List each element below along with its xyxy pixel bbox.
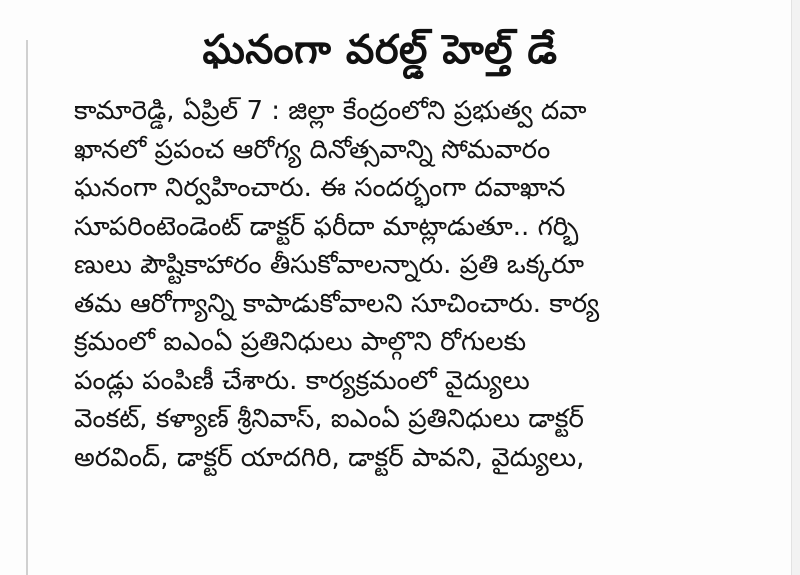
article-line: అరవింద్, డాక్టర్ యాదగిరి, డాక్టర్ పావని, వైద్యులు, (74, 442, 585, 473)
article-line: ఖానలో ప్రపంచ ఆరోగ్య దినోత్సవాన్ని సోమవారం (74, 134, 551, 165)
article-line: కామారెడ్డి, ఏప్రిల్ 7 : జిల్లా కేంద్రంలోని ప్రభుత్వ దవా (74, 96, 587, 126)
article-line: తమ ఆరోగ్యాన్ని కాపాడుకోవాలని సూచించారు. కార్య (74, 288, 600, 319)
headline: ఘనంగా వరల్డ్ హెల్త్ డే (202, 27, 558, 73)
column-divider (26, 40, 28, 575)
article-line: సూపరింటెండెంట్ డాక్టర్ ఫరీదా మాట్లాడుతూ.. గర్భి (74, 211, 579, 242)
article-line: పండ్లు పంపిణీ చేశారు. కార్యక్రమంలో వైద్యులు (74, 365, 530, 396)
article-line: క్రమంలో ఐఎంఏ ప్రతినిధులు పాల్గొని రోగులకు (74, 327, 527, 357)
article-body (74, 92, 690, 477)
article-line: ణులు పౌష్టికాహారం తీసుకోవాలన్నారు. ప్రతి ఒక్కరూ (74, 250, 584, 280)
article-line: ఘనంగా నిర్వహించారు. ఈ సందర్భంగా దవాఖాన (74, 173, 566, 203)
article-line: వెంకట్, కళ్యాణ్ శ్రీనివాస్, ఐఎంఏ ప్రతినిధులు డాక్టర్ (74, 404, 584, 434)
clipping-edge (791, 0, 800, 575)
